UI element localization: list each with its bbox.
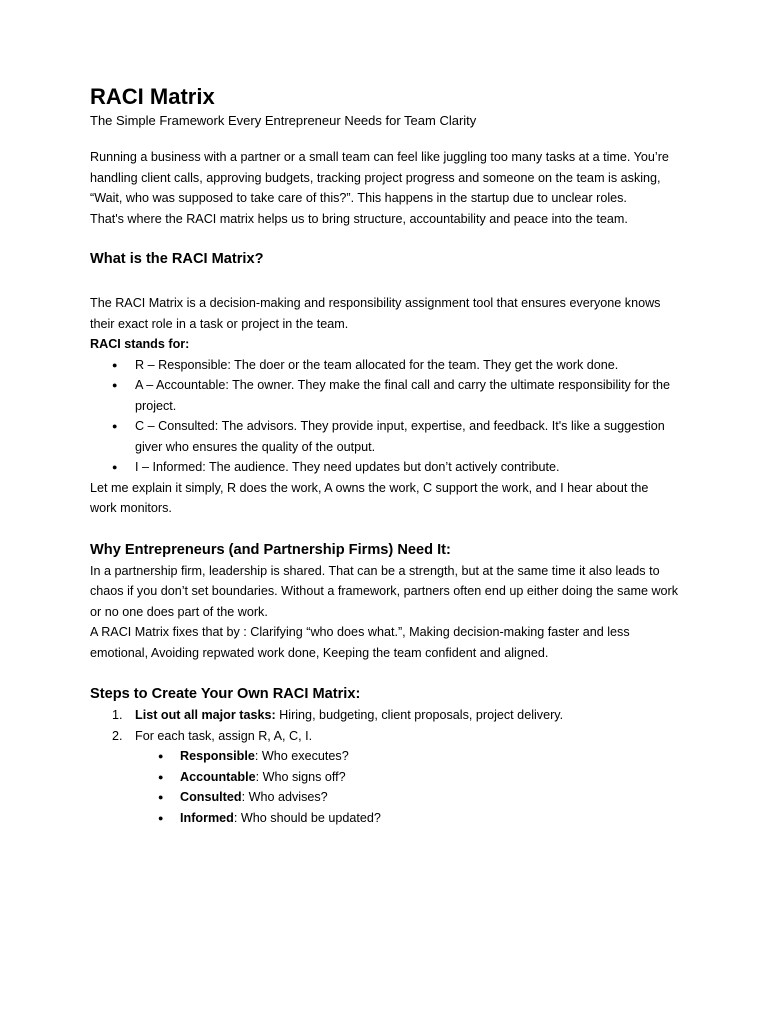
step-number: 2.	[112, 728, 123, 743]
step-item: 1. List out all major tasks: Hiring, budgeting, client proposals, project delivery.	[135, 705, 688, 726]
bullet-icon: ●	[158, 812, 164, 823]
bullet-icon: ●	[158, 792, 164, 802]
why-line: chaos if you don’t set boundaries. Without a framework, partners often end up either doing the same work	[90, 584, 679, 598]
raci-stands-for-label: RACI stands for:	[90, 337, 190, 351]
bullet-icon: ●	[158, 751, 164, 761]
step-number: 1.	[112, 708, 123, 722]
list-item: ● R – Responsible: The doer or the team allocated for the team. They get the work done.	[135, 355, 688, 376]
summary-line: Let me explain it simply, R does the work, A owns the work, C support the work, and I hear about the	[90, 480, 649, 495]
intro-paragraph	[90, 147, 688, 229]
intro-line: Running a business with a partner or a small team can feel like juggling too many tasks at a time. You’re	[90, 150, 669, 164]
why-line: emotional, Avoiding repwated work done, Keeping the team confident and aligned.	[90, 645, 549, 660]
bullet-icon: ●	[112, 359, 118, 370]
bullet-icon: ●	[112, 380, 118, 390]
what-section-body	[90, 293, 688, 519]
steps-list	[90, 705, 688, 828]
document-subtitle: The Simple Framework Every Entrepreneur Needs for Team Clarity	[90, 113, 477, 128]
list-item: ● Accountable: Who signs off?	[180, 767, 688, 788]
what-line: their exact role in a task or project in the team.	[90, 316, 349, 331]
intro-line: handling client calls, approving budgets, tracking project progress and someone on the team is asking,	[90, 170, 661, 185]
bullet-icon: ●	[112, 421, 118, 431]
bullet-icon: ●	[158, 771, 164, 782]
summary-line: work monitors.	[90, 501, 172, 515]
raci-definition-list	[90, 355, 688, 478]
list-item: ● Responsible: Who executes?	[180, 746, 688, 767]
why-line: or no one does part of the work.	[90, 604, 268, 619]
intro-line: “Wait, who was supposed to take care of this?”. This happens in the startup due to unclear roles.	[90, 191, 627, 205]
intro-line: That's where the RACI matrix helps us to bring structure, accountability and peace into the team.	[90, 211, 628, 226]
role-sub-list	[135, 746, 688, 828]
list-item: ● Informed: Who should be updated?	[180, 808, 688, 829]
section-heading-what: What is the RACI Matrix?	[90, 251, 264, 267]
list-item: ● A – Accountable: The owner. They make the final call and carry the ultimate responsibility for the project.	[135, 375, 688, 416]
list-item: ● I – Informed: The audience. They need updates but don’t actively contribute.	[135, 457, 688, 478]
section-heading-why: Why Entrepreneurs (and Partnership Firms) Need It:	[90, 541, 451, 558]
why-line: A RACI Matrix fixes that by : Clarifying “who does what.”, Making decision-making faster and less	[90, 625, 630, 639]
document-title: RACI Matrix	[90, 84, 215, 109]
bullet-icon: ●	[112, 462, 118, 472]
why-line: In a partnership firm, leadership is shared. That can be a strength, but at the same time it also leads to	[90, 563, 660, 578]
list-item: ● Consulted: Who advises?	[180, 787, 688, 808]
why-section-body	[90, 561, 688, 664]
list-item: ● C – Consulted: The advisors. They provide input, expertise, and feedback. It's like a suggestion giver who ensures the quality of the output.	[135, 416, 688, 457]
what-line: The RACI Matrix is a decision-making and responsibility assignment tool that ensures everyone knows	[90, 296, 661, 310]
step-item: 2. For each task, assign R, A, C, I. ● Responsible: Who executes? ● Accountable: Who signs off? ● Consulted: Who advises? ● Informed: Who should be updated?	[135, 726, 688, 829]
section-heading-steps: Steps to Create Your Own RACI Matrix:	[90, 686, 361, 702]
